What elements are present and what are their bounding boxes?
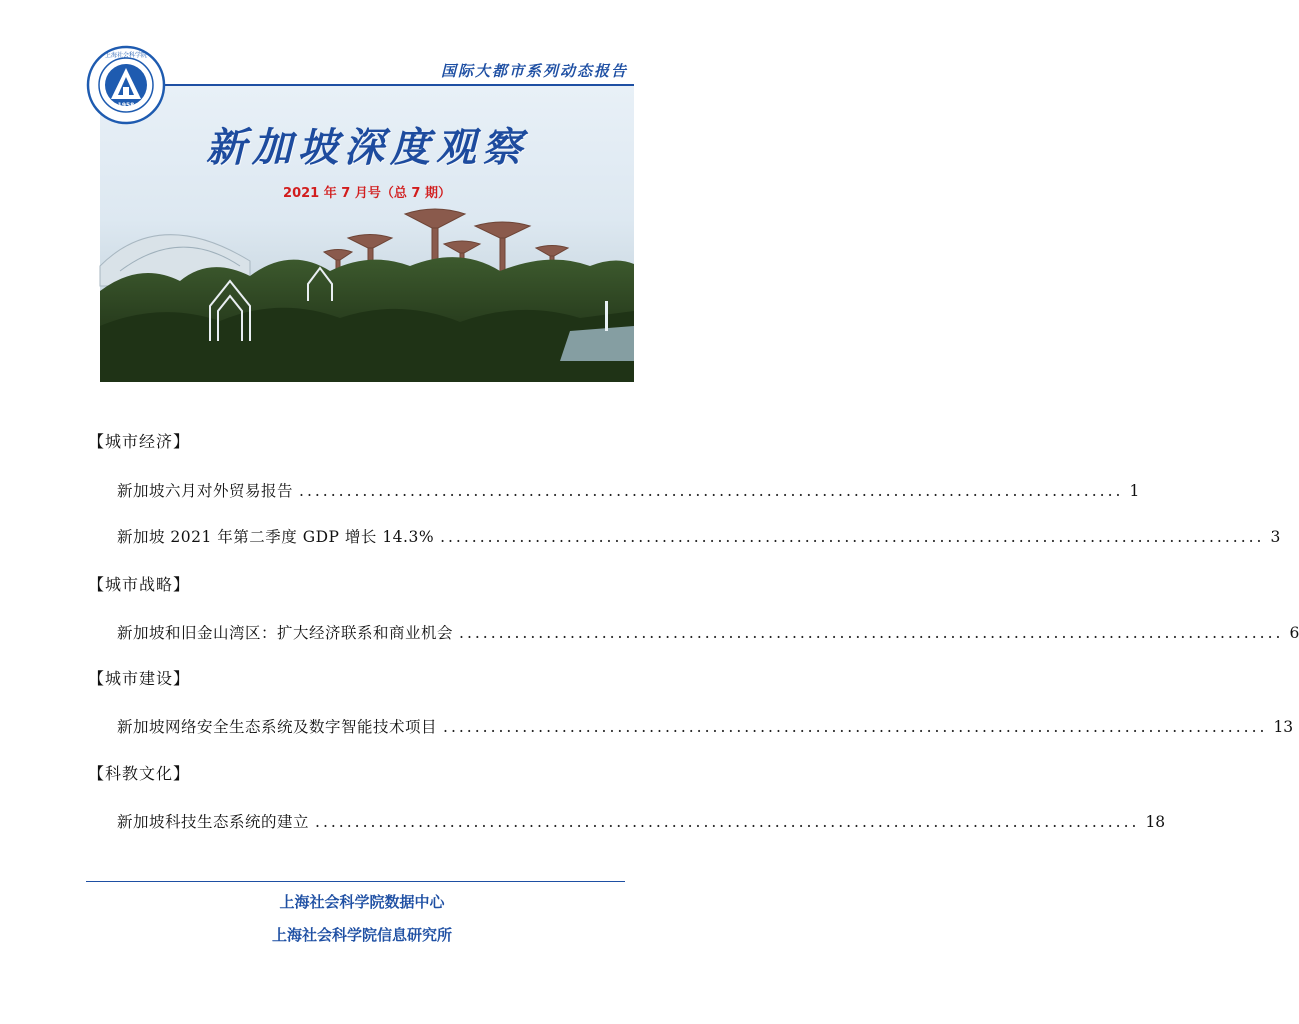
toc-entry-page: 1 [1129, 482, 1140, 500]
toc-entry-page: 13 [1273, 718, 1294, 736]
cover-title: 新加坡深度观察 [206, 124, 528, 171]
footer-divider [86, 881, 625, 882]
toc-entry-title: 新加坡 2021 年第二季度 GDP 增长 14.3% [117, 528, 435, 546]
publisher-info-institute: 上海社会科学院信息研究所 [271, 926, 452, 944]
toc-entry[interactable] [117, 810, 1166, 832]
toc-entry[interactable] [117, 621, 1299, 643]
toc-entry-title: 新加坡六月对外贸易报告 [117, 482, 294, 500]
toc-entry-title: 新加坡和旧金山湾区：扩大经济联系和商业机会 [117, 624, 454, 642]
publisher-data-center: 上海社会科学院数据中心 [279, 893, 445, 911]
logo-text: 上海社会科学院 [104, 52, 148, 59]
logo-year: 1958 [117, 102, 135, 109]
academy-logo [86, 45, 166, 125]
toc-entry[interactable] [117, 525, 1281, 547]
cover-image [100, 86, 634, 382]
toc-entry-page: 6 [1289, 624, 1299, 642]
toc-entry-page: 18 [1145, 813, 1166, 831]
toc-leader-dots: ........................................................................................................ [440, 528, 1265, 546]
toc-leader-dots: ........................................................................................................ [299, 482, 1124, 500]
toc-section-construction: 【城市建设】 [88, 669, 191, 688]
toc-entry-title: 新加坡科技生态系统的建立 [117, 813, 310, 831]
toc-entry-page: 3 [1270, 528, 1281, 546]
toc-section-culture: 【科教文化】 [88, 764, 191, 783]
issue-label: 2021 年 7 月号（总 7 期） [283, 186, 451, 201]
toc-entry[interactable] [117, 715, 1294, 737]
toc-leader-dots: ........................................................................................................ [443, 718, 1268, 736]
toc-section-strategy: 【城市战略】 [88, 575, 191, 594]
toc-leader-dots: ........................................................................................................ [459, 624, 1284, 642]
toc-section-economy: 【城市经济】 [88, 432, 191, 451]
toc-entry-title: 新加坡网络安全生态系统及数字智能技术项目 [117, 718, 438, 736]
toc-entry[interactable] [117, 479, 1140, 501]
toc-leader-dots: ........................................................................................................ [315, 813, 1140, 831]
series-title: 国际大都市系列动态报告 [440, 62, 628, 80]
